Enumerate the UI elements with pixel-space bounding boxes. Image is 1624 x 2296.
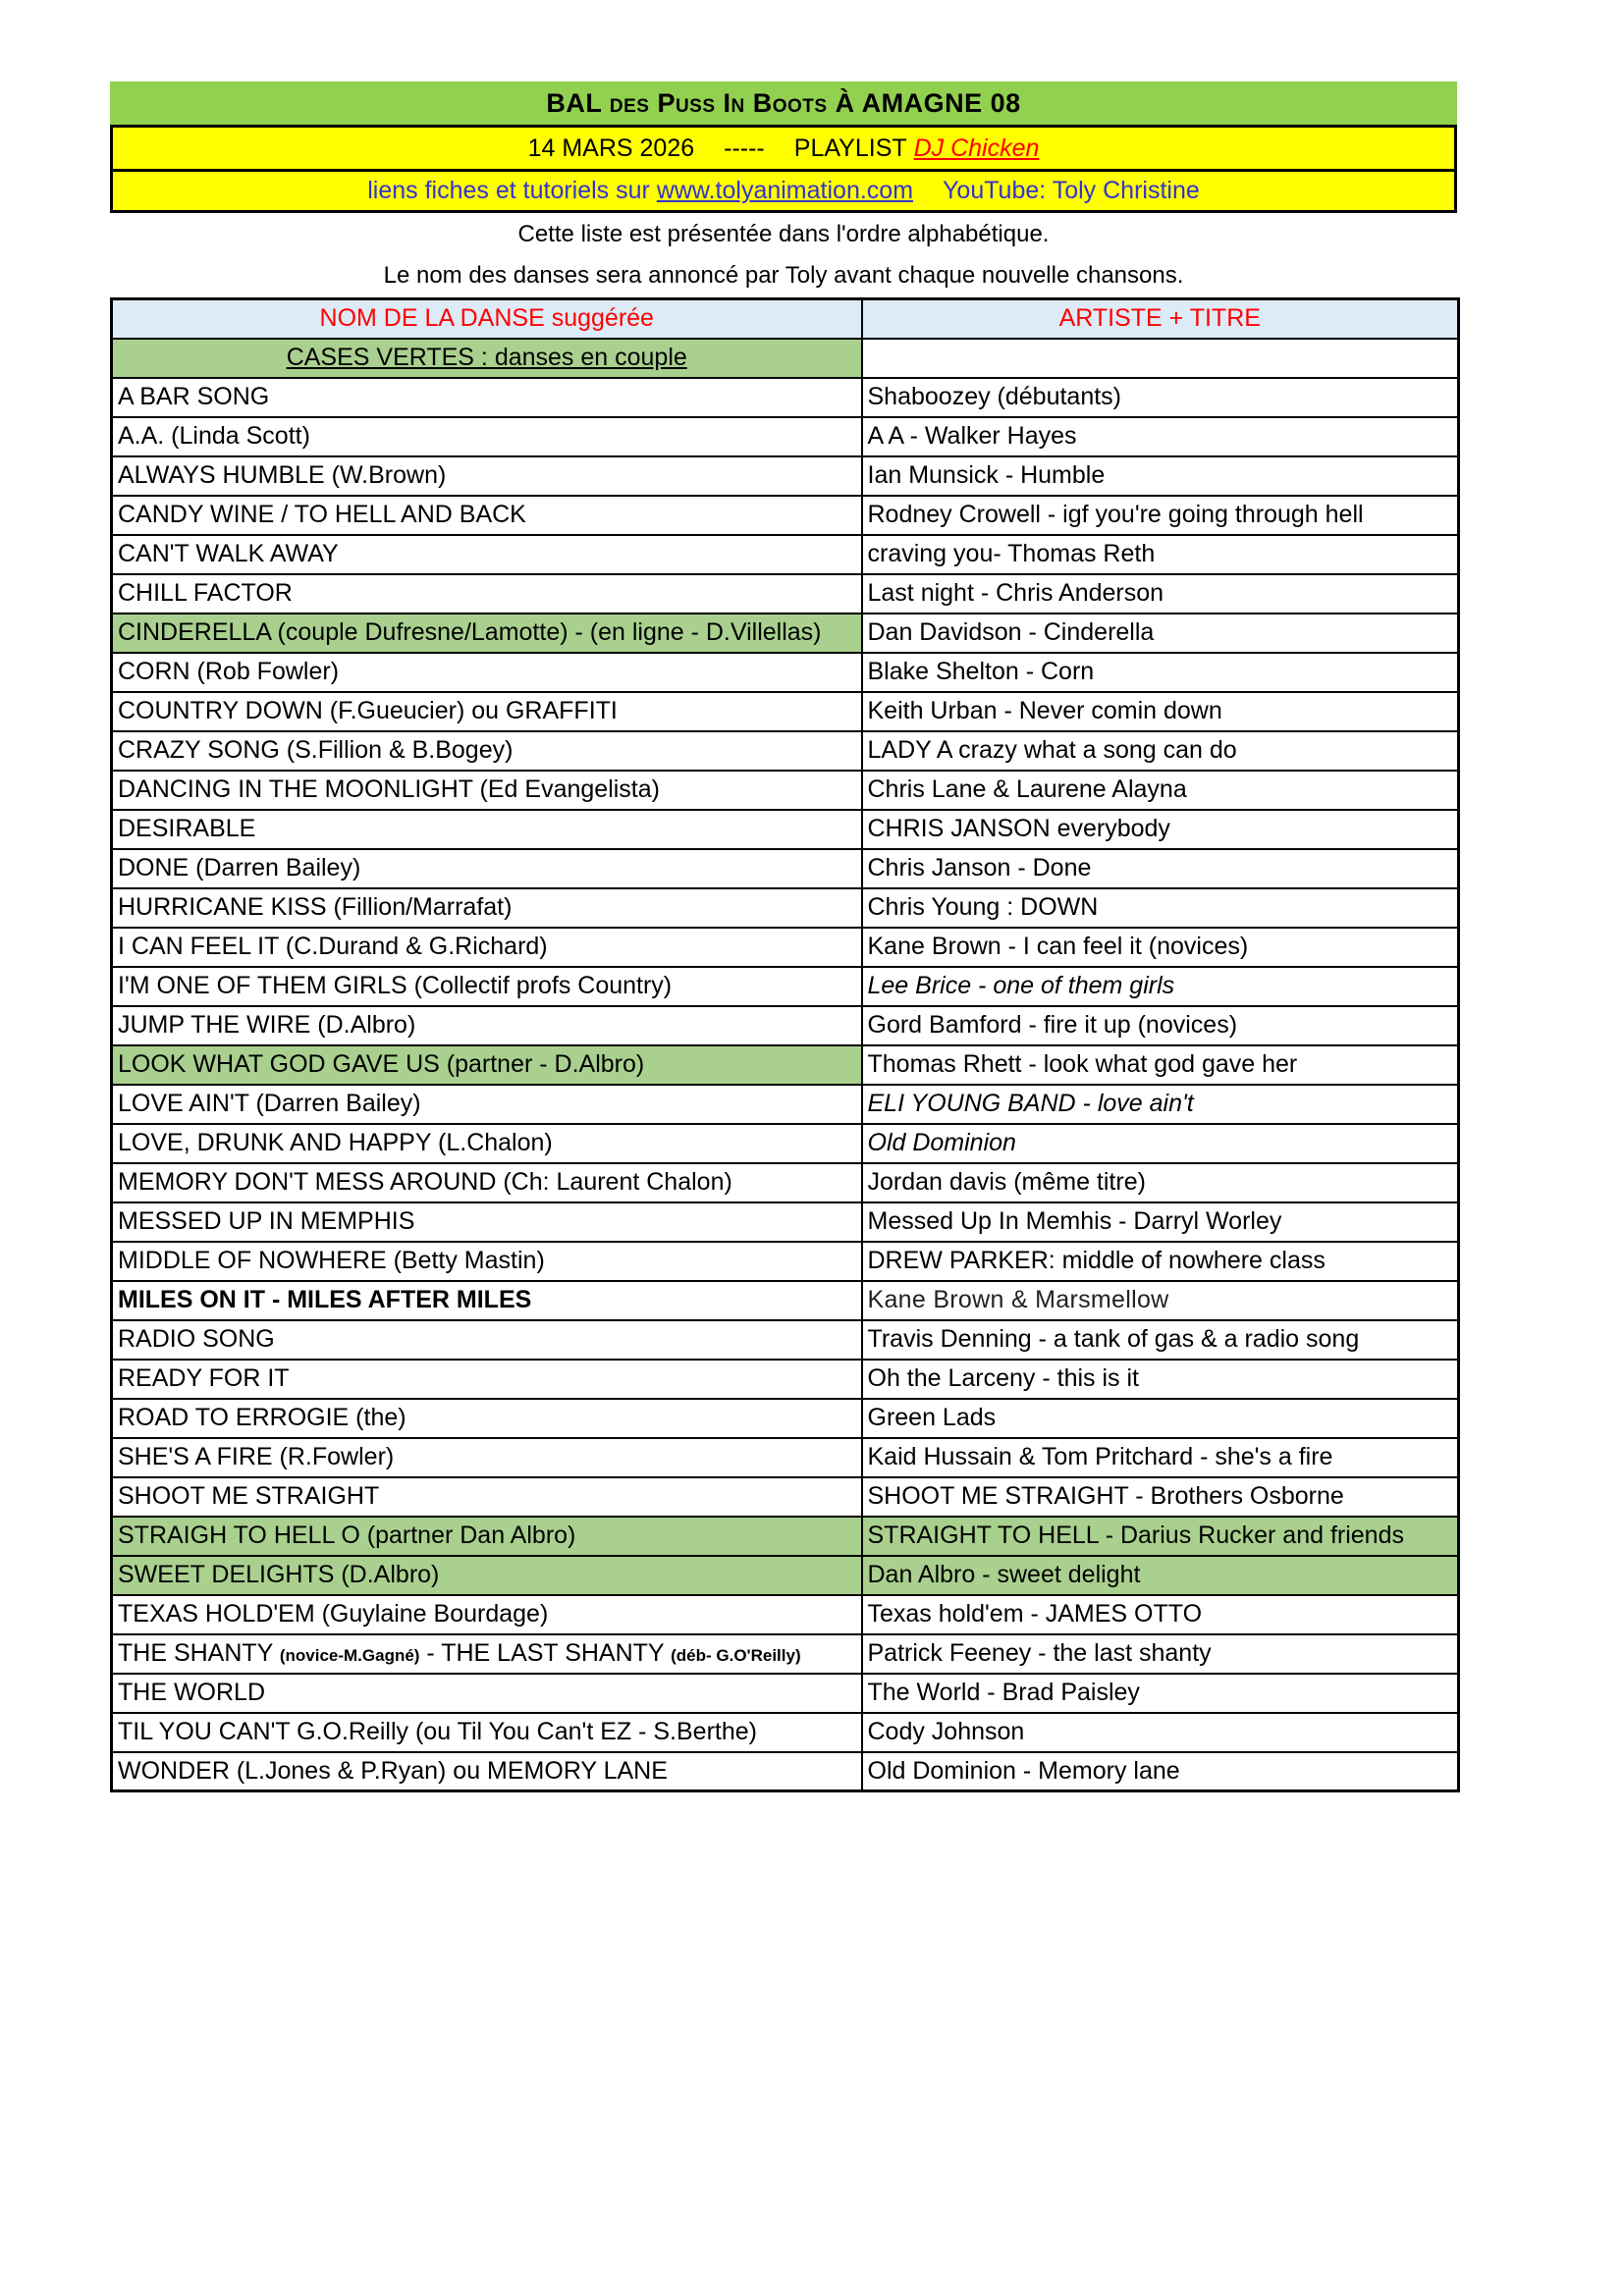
dance-cell-couple: STRAIGH TO HELL O (partner Dan Albro) bbox=[112, 1517, 862, 1556]
artist-cell: A A - Walker Hayes bbox=[862, 417, 1459, 456]
dance-cell: HURRICANE KISS (Fillion/Marrafat) bbox=[112, 888, 862, 928]
legend-row bbox=[112, 339, 1459, 378]
links-text: liens fiches et tutoriels sur bbox=[367, 177, 650, 204]
table-row bbox=[112, 928, 1459, 967]
artist-cell: Rodney Crowell - igf you're going through hell bbox=[862, 496, 1459, 535]
dance-cell: DONE (Darren Bailey) bbox=[112, 849, 862, 888]
dance-part: - THE LAST SHANTY bbox=[419, 1639, 672, 1667]
date-banner bbox=[110, 125, 1457, 169]
artist-cell: Patrick Feeney - the last shanty bbox=[862, 1634, 1459, 1674]
artist-cell: Messed Up In Memhis - Darryl Worley bbox=[862, 1202, 1459, 1242]
artist-cell: Jordan davis (même titre) bbox=[862, 1163, 1459, 1202]
table-row bbox=[112, 1595, 1459, 1634]
table-row bbox=[112, 810, 1459, 849]
table-row bbox=[112, 1556, 1459, 1595]
table-row bbox=[112, 1124, 1459, 1163]
artist-cell: Old Dominion bbox=[862, 1124, 1459, 1163]
event-date: 14 MARS 2026 bbox=[527, 133, 695, 162]
table-row bbox=[112, 1281, 1459, 1320]
artist-cell: Texas hold'em - JAMES OTTO bbox=[862, 1595, 1459, 1634]
website-link[interactable]: www.tolyanimation.com bbox=[656, 177, 914, 204]
dance-part: THE SHANTY bbox=[118, 1639, 280, 1667]
dance-cell: READY FOR IT bbox=[112, 1360, 862, 1399]
dance-cell: CAN'T WALK AWAY bbox=[112, 535, 862, 574]
event-title: BAL des Puss In Boots À AMAGNE 08 bbox=[110, 81, 1457, 125]
legend-empty-cell bbox=[862, 339, 1459, 378]
artist-cell: Old Dominion - Memory lane bbox=[862, 1752, 1459, 1791]
table-row bbox=[112, 574, 1459, 614]
artist-cell: Blake Shelton - Corn bbox=[862, 653, 1459, 692]
table-row bbox=[112, 731, 1459, 771]
table-row bbox=[112, 1634, 1459, 1674]
table-row bbox=[112, 1360, 1459, 1399]
legend-green-cells: CASES VERTES : danses en couple bbox=[112, 339, 862, 378]
dance-cell: CHILL FACTOR bbox=[112, 574, 862, 614]
announce-note: Le nom des danses sera annoncé par Toly avant chaque nouvelle chansons. bbox=[383, 262, 1184, 289]
artist-cell: Shaboozey (débutants) bbox=[862, 378, 1459, 417]
table-row bbox=[112, 1163, 1459, 1202]
table-row bbox=[112, 456, 1459, 496]
col-artist-header: ARTISTE + TITRE bbox=[862, 299, 1459, 339]
artist-cell: Kaid Hussain & Tom Pritchard - she's a fire bbox=[862, 1438, 1459, 1477]
artist-cell: Last night - Chris Anderson bbox=[862, 574, 1459, 614]
dance-cell: CANDY WINE / TO HELL AND BACK bbox=[112, 496, 862, 535]
artist-cell: craving you- Thomas Reth bbox=[862, 535, 1459, 574]
dance-cell-couple: LOOK WHAT GOD GAVE US (partner - D.Albro) bbox=[112, 1045, 862, 1085]
table-row bbox=[112, 1517, 1459, 1556]
table-row bbox=[112, 1674, 1459, 1713]
youtube-text: YouTube: Toly Christine bbox=[943, 177, 1200, 204]
col-dance-header: NOM DE LA DANSE suggérée bbox=[112, 299, 862, 339]
dance-cell: MEMORY DON'T MESS AROUND (Ch: Laurent Chalon) bbox=[112, 1163, 862, 1202]
table-row bbox=[112, 535, 1459, 574]
artist-cell: Kane Brown & Marsmellow bbox=[862, 1281, 1459, 1320]
table-row bbox=[112, 849, 1459, 888]
artist-cell: LADY A crazy what a song can do bbox=[862, 731, 1459, 771]
separator: ----- bbox=[724, 133, 765, 162]
dance-cell: SHOOT ME STRAIGHT bbox=[112, 1477, 862, 1517]
dance-cell: ALWAYS HUMBLE (W.Brown) bbox=[112, 456, 862, 496]
dance-cell: ROAD TO ERROGIE (the) bbox=[112, 1399, 862, 1438]
dance-cell-couple: CINDERELLA (couple Dufresne/Lamotte) - (en ligne - D.Villellas) bbox=[112, 614, 862, 653]
table-row bbox=[112, 692, 1459, 731]
table-row bbox=[112, 417, 1459, 456]
table-row bbox=[112, 1045, 1459, 1085]
dance-cell: DANCING IN THE MOONLIGHT (Ed Evangelista) bbox=[112, 771, 862, 810]
dance-cell: MESSED UP IN MEMPHIS bbox=[112, 1202, 862, 1242]
order-note: Cette liste est présentée dans l'ordre alphabétique. bbox=[517, 221, 1050, 247]
dj-name: DJ Chicken bbox=[913, 133, 1040, 162]
table-row bbox=[112, 1438, 1459, 1477]
dance-cell: CRAZY SONG (S.Fillion & B.Bogey) bbox=[112, 731, 862, 771]
dance-cell: A.A. (Linda Scott) bbox=[112, 417, 862, 456]
dance-cell: MILES ON IT - MILES AFTER MILES bbox=[112, 1281, 862, 1320]
table-row bbox=[112, 1085, 1459, 1124]
artist-cell: DREW PARKER: middle of nowhere class bbox=[862, 1242, 1459, 1281]
table-row bbox=[112, 614, 1459, 653]
table-row bbox=[112, 1752, 1459, 1791]
artist-cell: The World - Brad Paisley bbox=[862, 1674, 1459, 1713]
dance-cell: COUNTRY DOWN (F.Gueucier) ou GRAFFITI bbox=[112, 692, 862, 731]
dance-cell: TIL YOU CAN'T G.O.Reilly (ou Til You Can't EZ - S.Berthe) bbox=[112, 1713, 862, 1752]
table-row bbox=[112, 1242, 1459, 1281]
links-banner bbox=[110, 169, 1457, 213]
artist-cell: Travis Denning - a tank of gas & a radio song bbox=[862, 1320, 1459, 1360]
artist-cell: Green Lads bbox=[862, 1399, 1459, 1438]
artist-cell: Chris Lane & Laurene Alayna bbox=[862, 771, 1459, 810]
artist-cell: Oh the Larceny - this is it bbox=[862, 1360, 1459, 1399]
playlist-sheet bbox=[110, 81, 1457, 1792]
dance-cell: JUMP THE WIRE (D.Albro) bbox=[112, 1006, 862, 1045]
dance-cell: LOVE AIN'T (Darren Bailey) bbox=[112, 1085, 862, 1124]
dance-cell: TEXAS HOLD'EM (Guylaine Bourdage) bbox=[112, 1595, 862, 1634]
table-row bbox=[112, 967, 1459, 1006]
dance-cell: WONDER (L.Jones & P.Ryan) ou MEMORY LANE bbox=[112, 1752, 862, 1791]
table-row bbox=[112, 1202, 1459, 1242]
dance-cell: RADIO SONG bbox=[112, 1320, 862, 1360]
dance-cell: LOVE, DRUNK AND HAPPY (L.Chalon) bbox=[112, 1124, 862, 1163]
table-row bbox=[112, 378, 1459, 417]
dance-cell bbox=[112, 1634, 862, 1674]
artist-cell: Kane Brown - I can feel it (novices) bbox=[862, 928, 1459, 967]
artist-cell: ELI YOUNG BAND - love ain't bbox=[862, 1085, 1459, 1124]
table-header-row bbox=[112, 299, 1459, 339]
table-row bbox=[112, 1320, 1459, 1360]
artist-cell: Keith Urban - Never comin down bbox=[862, 692, 1459, 731]
dance-cell: THE WORLD bbox=[112, 1674, 862, 1713]
artist-cell-couple: STRAIGHT TO HELL - Darius Rucker and friends bbox=[862, 1517, 1459, 1556]
artist-cell: Cody Johnson bbox=[862, 1713, 1459, 1752]
artist-cell: Gord Bamford - fire it up (novices) bbox=[862, 1006, 1459, 1045]
dance-cell-couple: SWEET DELIGHTS (D.Albro) bbox=[112, 1556, 862, 1595]
artist-cell: Chris Young : DOWN bbox=[862, 888, 1459, 928]
table-row bbox=[112, 496, 1459, 535]
table-row bbox=[112, 771, 1459, 810]
dance-cell: A BAR SONG bbox=[112, 378, 862, 417]
artist-cell-couple: Dan Albro - sweet delight bbox=[862, 1556, 1459, 1595]
artist-cell: CHRIS JANSON everybody bbox=[862, 810, 1459, 849]
dance-cell: CORN (Rob Fowler) bbox=[112, 653, 862, 692]
artist-cell: Dan Davidson - Cinderella bbox=[862, 614, 1459, 653]
playlist-label: PLAYLIST bbox=[793, 133, 907, 162]
table-row bbox=[112, 1006, 1459, 1045]
artist-cell: Thomas Rhett - look what god gave her bbox=[862, 1045, 1459, 1085]
artist-cell: Lee Brice - one of them girls bbox=[862, 967, 1459, 1006]
dance-part-note: (déb- G.O'Reilly) bbox=[671, 1646, 801, 1665]
dance-cell: MIDDLE OF NOWHERE (Betty Mastin) bbox=[112, 1242, 862, 1281]
dance-cell: SHE'S A FIRE (R.Fowler) bbox=[112, 1438, 862, 1477]
dance-cell: I'M ONE OF THEM GIRLS (Collectif profs Country) bbox=[112, 967, 862, 1006]
playlist-table bbox=[110, 297, 1460, 1792]
table-row bbox=[112, 888, 1459, 928]
table-row bbox=[112, 653, 1459, 692]
table-row bbox=[112, 1713, 1459, 1752]
table-row bbox=[112, 1477, 1459, 1517]
artist-cell: Ian Munsick - Humble bbox=[862, 456, 1459, 496]
dance-cell: I CAN FEEL IT (C.Durand & G.Richard) bbox=[112, 928, 862, 967]
dance-cell: DESIRABLE bbox=[112, 810, 862, 849]
dance-part-note: (novice-M.Gagné) bbox=[279, 1646, 420, 1665]
artist-cell: SHOOT ME STRAIGHT - Brothers Osborne bbox=[862, 1477, 1459, 1517]
artist-cell: Chris Janson - Done bbox=[862, 849, 1459, 888]
table-row bbox=[112, 1399, 1459, 1438]
